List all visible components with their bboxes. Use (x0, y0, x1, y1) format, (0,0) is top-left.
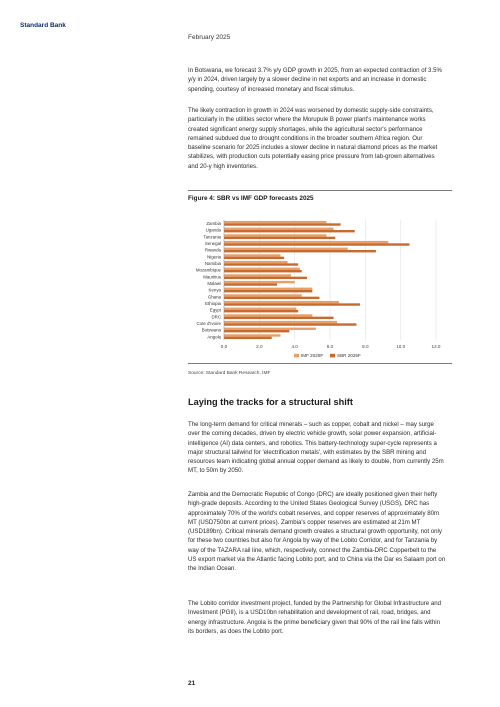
x-tick-label: 2.0 (256, 344, 263, 349)
bar-sbr (224, 237, 335, 239)
x-tick-label: 12.0 (431, 344, 441, 349)
category-label: Botswana (201, 327, 221, 333)
category-label: Uganda (205, 227, 221, 233)
bar-imf (224, 314, 312, 316)
bar-sbr (224, 297, 319, 299)
bar-imf (224, 281, 295, 283)
bar-imf (224, 308, 296, 310)
figure-top-rule (188, 190, 452, 191)
category-label: Tanzania (203, 234, 221, 240)
page-number: 21 (188, 680, 196, 687)
bar-imf (224, 294, 302, 296)
figure-source: Source: Standard Bank Research, IMF (188, 371, 271, 376)
bar-sbr (224, 290, 312, 292)
legend-swatch (294, 354, 299, 358)
paragraph-contraction-causes: The likely contraction in growth in 2024 was worsened by domestic supply-side constraints, particularly in the utilities sector where the Morupule B power plant's maintenance works created significant energy supply shortages, while the agricultural sector's performance remained subdued due to drought conditions in the broader southern Africa region. Our baseline scenario for 2025 includes a slower decline in natural diamond prices as the market stabilizes, with production cuts potentially easing price pressure from lab-grown alternatives and 20-y high inventories. (188, 107, 438, 170)
category-label: Senegal (204, 240, 221, 246)
legend-swatch (330, 354, 335, 358)
category-label: Malawi (207, 280, 221, 286)
bar-sbr (224, 270, 302, 272)
category-label: Mozambique (195, 267, 221, 273)
figure-bottom-rule (188, 363, 452, 364)
x-tick-label: 6.0 (326, 344, 334, 349)
bar-imf (224, 248, 348, 250)
section-heading: Laying the tracks for a structural shift (188, 397, 353, 407)
bar-sbr (224, 230, 355, 232)
bar-imf (224, 274, 291, 276)
brand-logo-text: Standard Bank (20, 22, 66, 29)
bar-imf (224, 268, 300, 270)
category-label: Cote d'Ivoire (196, 320, 221, 326)
bar-sbr (224, 223, 341, 225)
paragraph-botswana-forecast: In Botswana, we forecast 3.7% y/y GDP growth in 2025, from an expected contraction of 3.5% y/y in 2024, driven largely by a slower decline in net exports and an increase in domestic spending, courtesy of increased monetary and fiscal stimulus. (188, 67, 442, 93)
bar-imf (224, 228, 334, 230)
bar-sbr (224, 330, 289, 332)
category-label: DRC (211, 314, 221, 320)
legend-label: IMF 2025F (301, 353, 324, 358)
bar-sbr (224, 283, 277, 285)
bar-sbr (224, 277, 307, 279)
category-label: Rwanda (204, 247, 221, 253)
bar-sbr (224, 323, 357, 325)
category-label: Egypt (209, 307, 221, 313)
bar-sbr (224, 310, 298, 312)
bar-imf (224, 241, 388, 243)
paragraph-lobito-corridor: The Lobito corridor investment project, funded by the Partnership for Global Infrastructure and Investment (PGII), is a USD10bn rehabilitation and development of rail, road, bridges, and energy infrastructure. Angola is the prime beneficiary given that 90% of the rail line falls within its borders, as does the Lobito port. (188, 600, 442, 635)
bar-sbr (224, 317, 334, 319)
gdp-forecast-bar-chart (188, 208, 452, 360)
bar-imf (224, 321, 337, 323)
bar-imf (224, 288, 312, 290)
figure-title: Figure 4: SBR vs IMF GDP forecasts 2025 (188, 195, 314, 202)
bar-sbr (224, 250, 376, 252)
category-label: Ethiopia (205, 300, 221, 306)
category-label: Kenya (208, 287, 221, 293)
category-label: Mauritius (203, 274, 221, 280)
legend-label: SBR 2025F (337, 353, 361, 358)
x-tick-label: 8.0 (362, 344, 369, 349)
bar-imf (224, 261, 288, 263)
category-label: Namibia (204, 260, 221, 266)
report-date: February 2025 (188, 34, 231, 41)
bar-imf (224, 328, 316, 330)
x-tick-label: 10.0 (396, 344, 406, 349)
bar-imf (224, 254, 281, 256)
bar-sbr (224, 243, 410, 245)
bar-imf (224, 334, 281, 336)
category-label: Nigeria (207, 254, 221, 260)
bar-imf (224, 221, 326, 223)
x-tick-label: 0.0 (220, 344, 228, 349)
bar-sbr (224, 257, 284, 259)
bar-imf (224, 234, 326, 236)
category-label: Angola (207, 334, 221, 340)
bar-imf (224, 301, 339, 303)
paragraph-zambia-drc: Zambia and the Democratic Republic of Congo (DRC) are ideally positioned given their hefty high-grade deposits. According to the United States Geological Survey (USGS), DRC has approximately 70% of the world's cobalt reserves, and copper reserves of approximately 80m MT (USD750bn at current prices). Zambia's copper reserves are estimated at 21m MT (USD189bn). Critical minerals demand growth creates a structural growth opportunity, not only for these two countries but also for Angola by way of the Lobito Corridor, and for Tanzania by way of the TAZARA rail line, which, respectively, connect the Zambia-DRC Copperbelt to the US export market via the Atlantic facing Lobito port, and to China via the Dar es Salaam port on the Indian Ocean. (188, 491, 446, 573)
bar-sbr (224, 263, 298, 265)
category-label: Ghana (207, 294, 221, 300)
category-label: Zambia (206, 220, 221, 226)
paragraph-critical-minerals: The long-term demand for critical minerals – such as copper, cobalt and nickel – may surge over the coming decades, driven by electric vehicle growth, solar power expansion, artificial-intelligence (AI) data centers, and robotics. This battery-technology super-cycle represents a major structural tailwind for 'electrification metals', with estimates by the SBR mining and resources team indicating global annual copper demand as likely to double, from currently 25m MT, to 50m by 2050. (188, 421, 444, 475)
x-tick-label: 4.0 (291, 344, 298, 349)
bar-sbr (224, 337, 272, 339)
bar-sbr (224, 303, 360, 305)
